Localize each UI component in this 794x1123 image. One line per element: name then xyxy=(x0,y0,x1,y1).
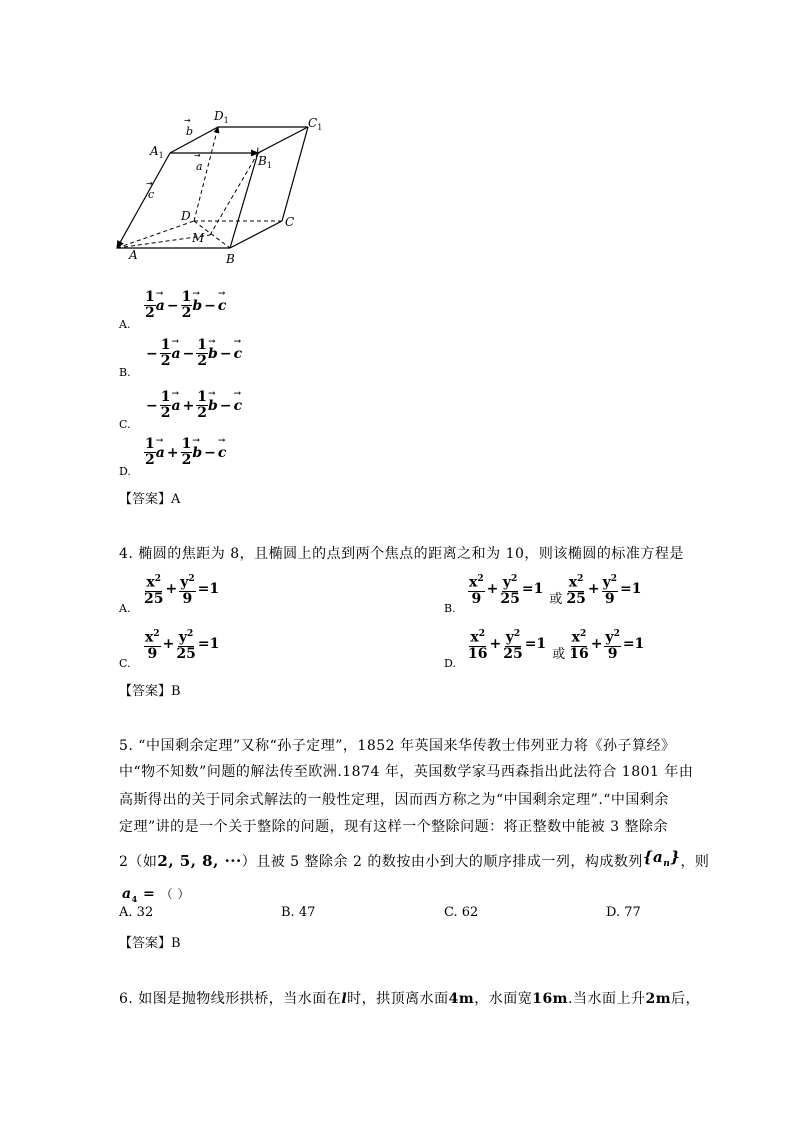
q3-option-a-expr: $\frac{1}{2}$ a → − $\frac{1}{2}$ b → − c → xyxy=(144,290,226,321)
q3-option-a-label: A. xyxy=(119,318,131,331)
q3-option-c-expr: − $\frac{1}{2}$ a → + $\frac{1}{2}$ b → − c → xyxy=(144,390,242,421)
q6-stem: 6. 如图是抛物线形拱桥，当水面在l时，拱顶离水面4m，水面宽16m.当水面上升2m后， xyxy=(119,991,701,1007)
q4-option-b-label: B. xyxy=(444,602,456,615)
svg-text:→: → xyxy=(184,116,191,125)
parallelepiped-figure xyxy=(100,100,340,270)
q4-b-or: 或 xyxy=(549,591,563,607)
label-c1: C xyxy=(308,116,318,130)
svg-text:→: → xyxy=(146,179,153,188)
svg-text:→: → xyxy=(194,151,201,160)
svg-text:C1: $C_1$ xyxy=(308,116,323,132)
q5-seq-name: $\{a_n\}$ xyxy=(642,848,681,869)
edge-bc xyxy=(230,221,282,248)
edge-b1b xyxy=(230,153,258,248)
q3-option-b-expr: − $\frac{1}{2}$ a → − $\frac{1}{2}$ b → − c → xyxy=(144,338,242,369)
q5-line-2: 中“物不知数”问题的解法传至欧洲.1874 年，英国数学家马西森指出此法符合 1801 年由 xyxy=(119,764,694,780)
vector-c xyxy=(117,153,170,248)
q5-option-d: D. 77 xyxy=(606,905,641,920)
label-b: B xyxy=(226,252,235,266)
label-b1: B xyxy=(258,154,267,168)
label-c: C xyxy=(285,215,295,229)
vector-b xyxy=(194,127,218,221)
label-vec-c: c xyxy=(148,188,155,201)
label-d1: D xyxy=(214,109,224,123)
q4-option-d-label: D. xyxy=(444,657,456,670)
q4-option-a-expr: $\frac{x^2}{25}$ + $\frac{y^2}{9}$ =1 xyxy=(144,574,220,607)
label-d: D xyxy=(181,209,191,223)
q5-option-b: B. 47 xyxy=(281,905,316,920)
q5-option-c: C. 62 xyxy=(444,905,479,920)
q3-option-c-label: C. xyxy=(119,418,131,431)
label-vec-a: a xyxy=(196,160,203,173)
q5-line-5: 2（如2, 5, 8, ···）且被 5 整除余 2 的数按由小到大的顺序排成一列，构成数列$\{a_n\}$，则 xyxy=(119,848,710,870)
q4-answer: 【答案】B xyxy=(119,684,181,699)
edge-c1c xyxy=(282,127,308,221)
q5-answer: 【答案】B xyxy=(119,936,181,951)
q4-option-c-expr: $\frac{x^2}{9}$ + $\frac{y^2}{25}$ =1 xyxy=(145,629,220,662)
line-b1m xyxy=(210,153,258,235)
q3-option-b-label: B. xyxy=(119,366,131,379)
q4-option-a-label: A. xyxy=(119,602,131,615)
q4-option-b-expr: $\frac{x^2}{9}$ + $\frac{y^2}{25}$ =1 或 $\frac{x^2}{25}$ + $\frac{y^2}{9}$ =1 xyxy=(469,574,642,607)
svg-text:A1: $A_1$ xyxy=(150,144,164,160)
label-m: M xyxy=(192,231,205,245)
q5-line-6: $a_4$ = （ ） xyxy=(122,886,190,904)
q4-option-d-expr: $\frac{x^2}{16}$ + $\frac{y^2}{25}$ =1 或 $\frac{x^2}{16}$ + $\frac{y^2}{9}$ =1 xyxy=(468,629,645,662)
edge-ad xyxy=(117,221,194,248)
q3-option-d-expr: $\frac{1}{2}$ a → + $\frac{1}{2}$ b → − c → xyxy=(144,437,226,468)
q5-example-seq: 2, 5, 8, ··· xyxy=(157,852,242,870)
svg-text:B1: $B_1$ xyxy=(258,154,272,170)
q4-option-c-label: C. xyxy=(119,657,131,670)
edge-a1d1 xyxy=(170,127,218,153)
edge-c1b1 xyxy=(258,127,308,153)
q4-d-or: 或 xyxy=(552,646,566,662)
q3-option-d-label: D. xyxy=(119,465,131,478)
q5-option-a: A. 32 xyxy=(119,905,154,920)
q5-line-4: 定理”讲的是一个关于整除的问题，现有这样一个整除问题：将正整数中能被 3 整除余 xyxy=(119,819,668,835)
q4-stem: 4. 椭圆的焦距为 8，且椭圆上的点到两个焦点的距离之和为 10，则该椭圆的标准方程是 xyxy=(119,546,684,562)
label-a1: A xyxy=(150,144,159,158)
q5-line-1: 5. “中国剩余定理”又称“孙子定理”，1852 年英国来华传教士伟列亚力将《孙子算经》 xyxy=(119,738,676,754)
label-vec-b: b xyxy=(186,125,194,138)
label-a: A xyxy=(129,248,138,262)
q3-answer: 【答案】A xyxy=(119,492,181,507)
q5-line-3: 高斯得出的关于同余式解法的一般性定理，因而西方称之为“中国剩余定理”.“中国剩余 xyxy=(119,792,669,808)
svg-text:D1: $D_1$ xyxy=(214,109,229,125)
